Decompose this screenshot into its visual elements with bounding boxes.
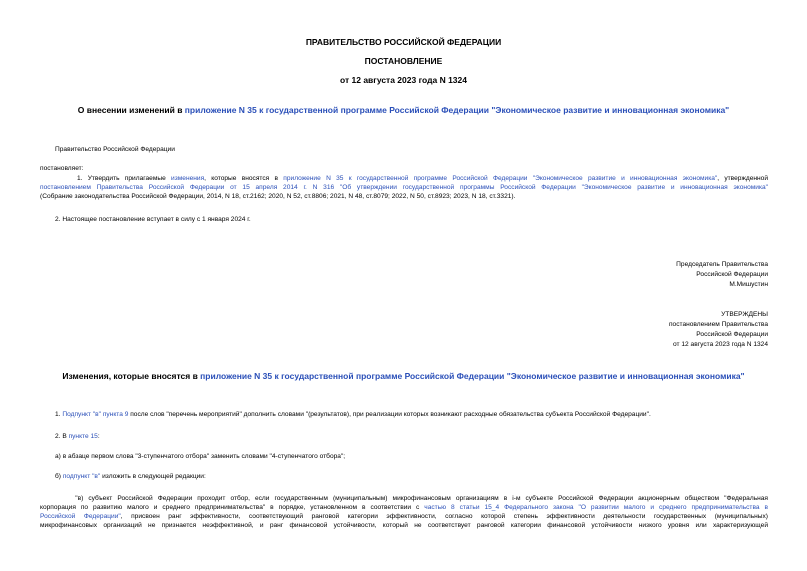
change-2b bbox=[55, 473, 206, 482]
quote-line-1 bbox=[40, 495, 768, 504]
p1-link-appendix[interactable]: приложение N 35 к государственной программе Российской Федерации "Экономическое развитие и инновационная экономика" bbox=[283, 175, 718, 182]
body-decides: постановляет: bbox=[40, 165, 84, 172]
c1-text: после слов "перечень мероприятий" дополнить словами "(результатов), при реализации которых возникают расходные обязательства субъекта Российской Федерации". bbox=[128, 411, 651, 418]
c1-num: 1. bbox=[55, 411, 63, 418]
changes-title-prefix: Изменения, которые вносятся в bbox=[62, 371, 201, 381]
header-date-number: от 12 августа 2023 года N 1324 bbox=[340, 75, 467, 85]
q3-b: , присвоен ранг эффективности, соответствующий ранговой категории эффективности, согласно которой степень эффективности деятельности государственных (муниципальных) bbox=[120, 513, 768, 520]
header-government: ПРАВИТЕЛЬСТВО РОССИЙСКОЙ ФЕДЕРАЦИИ bbox=[305, 37, 502, 47]
signature-name: М.Мишустин bbox=[729, 281, 768, 288]
paragraph-2: 2. Настоящее постановление вступает в силу с 1 января 2024 г. bbox=[55, 216, 251, 223]
document-title bbox=[0, 105, 807, 115]
change-2a: а) в абзаце первом слова "3-ступенчатого отбора" заменить словами "4-ступенчатого отбора"; bbox=[55, 453, 346, 460]
p1-a: 1. Утвердить прилагаемые bbox=[76, 175, 172, 182]
signature-line-2: Российской Федерации bbox=[696, 271, 768, 278]
q4: микрофинансовых организаций не признается неэффективной, и ранг финансовой устойчивости, который не соответствует ранговой категории финансовой устойчивости низкого уровня или характеризующей bbox=[40, 522, 768, 529]
c2-num: 2. В bbox=[55, 433, 69, 440]
change-1 bbox=[55, 411, 651, 420]
title-prefix: О внесении изменений в bbox=[77, 105, 185, 115]
q1: "в) субъект Российской Федерации проходит отбор, если государственным (муниципальным) микрофинансовым организациям в i-м субъекте Российской Федерации акционерным обществом "Федеральная bbox=[75, 495, 768, 502]
title-link[interactable]: приложение N 35 к государственной программе Российской Федерации "Экономическое развитие и инновационная экономика" bbox=[184, 105, 730, 115]
approved-line-1: УТВЕРЖДЕНЫ bbox=[721, 311, 768, 318]
p1-sources: (Собрание законодательства Российской Федерации, 2014, N 18, ст.2162; 2020, N 52, ст.8806; 2021, N 48, ст.8079; 2022, N 50, ст.8923; 2023, N 18, ст.3321). bbox=[40, 193, 516, 200]
signature-line-1: Председатель Правительства bbox=[676, 261, 768, 268]
cb-text: изложить в следующей редакции: bbox=[100, 473, 206, 480]
c1-link-item[interactable]: пункта 9 bbox=[102, 411, 129, 418]
cb-link[interactable]: подпункт "в" bbox=[62, 473, 101, 480]
p1-c: , утвержденной bbox=[717, 175, 768, 182]
c1-link-subitem[interactable]: Подпункт "в" bbox=[62, 411, 101, 418]
c2-link[interactable]: пункте 15 bbox=[68, 433, 98, 440]
p1-link-resolution[interactable]: постановлением Правительства Российской Федерации от 15 апреля 2014 г. N 316 "Об утверждении государственной программы Российской Федерации "Экономическое развитие и инновационная экономика" bbox=[40, 184, 768, 191]
q3-link[interactable]: Российской Федерации" bbox=[40, 513, 121, 520]
body-gov: Правительство Российской Федерации bbox=[55, 146, 175, 153]
paragraph-1-line-2 bbox=[40, 184, 768, 193]
quote-line-3 bbox=[40, 513, 768, 522]
c2-colon: : bbox=[97, 433, 100, 440]
p1-b: , которые вносятся в bbox=[204, 175, 284, 182]
p1-link-changes[interactable]: изменения bbox=[171, 175, 205, 182]
approved-line-3: Российской Федерации bbox=[696, 331, 768, 338]
q2-link[interactable]: частью 8 статьи 15_4 Федерального закона "О развитии малого и среднего предпринимательства в bbox=[424, 504, 768, 511]
changes-title-link[interactable]: приложение N 35 к государственной программе Российской Федерации "Экономическое развитие и инновационная экономика" bbox=[200, 371, 745, 381]
header-doc-type: ПОСТАНОВЛЕНИЕ bbox=[364, 56, 443, 66]
change-2 bbox=[55, 433, 100, 442]
changes-title bbox=[0, 371, 807, 381]
quote-line-4 bbox=[40, 522, 768, 531]
q2-a: корпорация по развитию малого и среднего предпринимательства" в порядке, установленном в соответствии с bbox=[40, 504, 425, 511]
paragraph-1-line-1 bbox=[40, 175, 768, 184]
approved-line-4: от 12 августа 2023 года N 1324 bbox=[673, 341, 768, 348]
approved-line-2: постановлением Правительства bbox=[668, 321, 768, 328]
cb-prefix: б) bbox=[55, 473, 63, 480]
quote-line-2 bbox=[40, 504, 768, 513]
